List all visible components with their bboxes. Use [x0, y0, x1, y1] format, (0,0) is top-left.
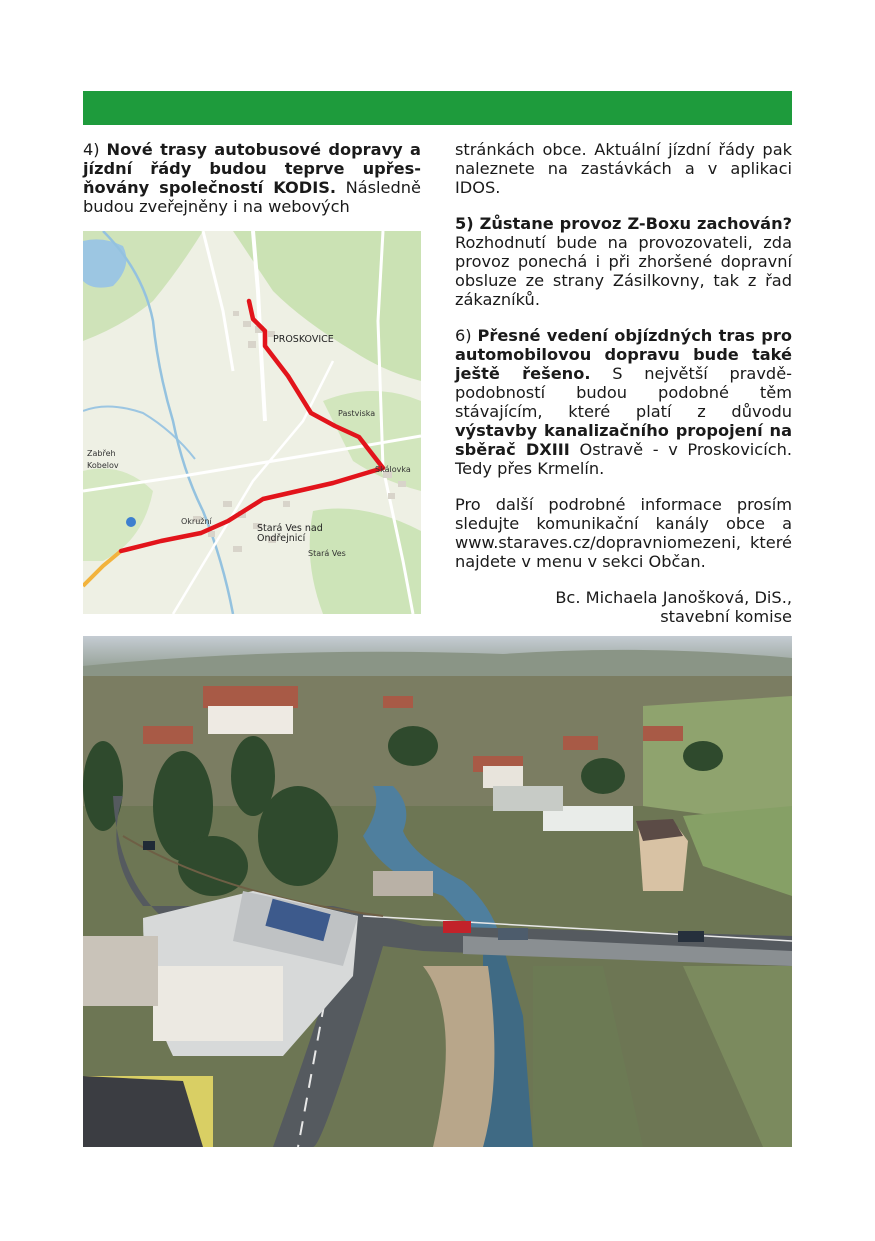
paragraph-4-continued: stránkách obce. Aktuální jízdní řády pak naleznete na zastávkách a v aplikaci IDOS.	[455, 140, 792, 197]
paragraph-4-text: Následně budou zveřejněny i na webových	[83, 178, 421, 216]
map-label-place-1: Zabřeh	[87, 449, 116, 458]
map-label-stara-ves: Stará Ves nad Ondřejnicí	[257, 523, 323, 544]
signature-role: stavební komise	[660, 607, 792, 626]
paragraph-6-bold-2: výstavby kanalizačního propojení na sběrač DXIII	[455, 421, 792, 459]
detour-map	[83, 231, 421, 614]
red-car	[443, 921, 471, 933]
header-green-bar	[83, 91, 792, 125]
map-pin-icon	[126, 517, 136, 527]
paragraph-info: Pro další podrobné informace prosím sledujte komunikační kanály obce a www.staraves.cz/dopravniomezeni, které najdete v menu v sekci Občan.	[455, 495, 792, 571]
map-label-place-2: Kobelov	[87, 461, 119, 470]
paragraph-6-text-2: Ostravě - v Proskovicích. Tedy přes Krmelín.	[455, 440, 792, 478]
paragraph-5-heading: 5) Zůstane provoz Z-Boxu zachován?	[455, 214, 792, 233]
paragraph-5	[455, 214, 792, 309]
aerial-photo	[83, 636, 792, 1147]
signature-name: Bc. Michaela Janošková, DiS.,	[555, 588, 792, 607]
paragraph-4: 4) Nové trasy autobusové dopravy a jízdní řády budou teprve upřesňovány společností KODIS. Následně budou zveřejněny i na webových	[83, 140, 421, 216]
signature	[455, 588, 792, 626]
map-label-place-5: Stará Ves	[308, 549, 346, 558]
map-label-proskovice: PROSKOVICE	[273, 334, 334, 345]
paragraph-5-text: Rozhodnutí bude na provozovateli, zda provoz ponechá i při zhoršené dopravní obsluze ze strany Zásilkovny, tak z řad zákazníků.	[455, 233, 792, 309]
paragraph-6-bold: Přesné vedení objízdných tras pro automobilovou dopravu bude také ještě řešeno.	[455, 326, 792, 383]
aerial-photo-graphic	[83, 636, 792, 1147]
left-text-column	[83, 140, 421, 216]
paragraph-6: 6) Přesné vedení objízdných tras pro automobilovou dopravu bude také ještě řešeno. S největší pravděpodobností budou podobné těm stávajícím, které platí z důvodu výstavby kanalizačního propojení na sběrač DXIII Ostravě - v Proskovicích. Tedy přes Krmelín.	[455, 326, 792, 478]
map-label-place-4: Pastviska	[338, 409, 376, 418]
paragraph-6-text-1: S největší pravděpodobností budou podobné těm stávajícím, které platí z důvodu	[455, 364, 792, 421]
map-graphic	[83, 231, 421, 614]
right-text-column	[455, 140, 792, 626]
paragraph-4-bold: Nové trasy autobusové dopravy a jízdní řády budou teprve upřesňovány společností KODIS.	[83, 140, 421, 197]
map-label-place-3: Okružní	[181, 517, 212, 526]
map-label-place-6: Skálovka	[375, 465, 411, 474]
